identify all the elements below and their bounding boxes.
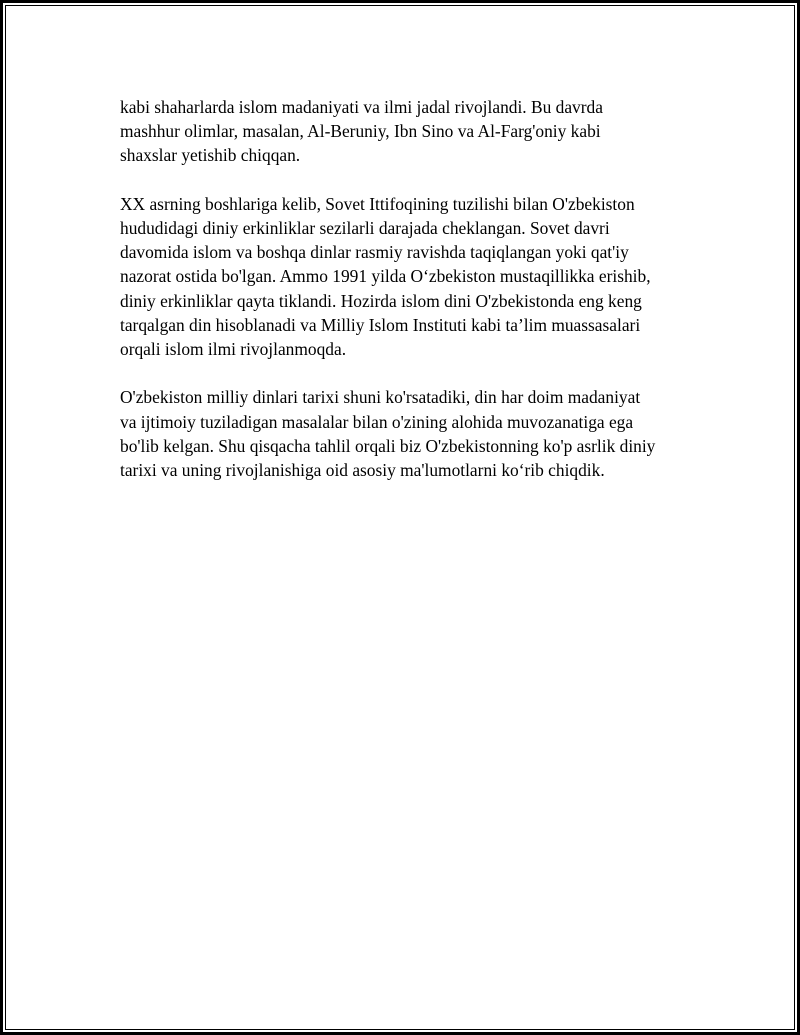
paragraph-2: XX asrning boshlariga kelib, Sovet Ittifoqining tuzilishi bilan O'zbekiston hududidagi diniy erkinliklar sezilarli darajada cheklangan. Sovet davri davomida islom va boshqa dinlar rasmiy ravishda taqiqlangan yoki qat'iy nazorat ostida bo'lgan. Ammo 1991 yilda O‘zbekiston mustaqillikka erishib, diniy erkinliklar qayta tiklandi. Hozirda islom dini O'zbekistonda eng keng tarqalgan din hisoblanadi va Milliy Islom Instituti kabi ta’lim muassasalari orqali islom ilmi rivojlanmoqda.	[120, 193, 651, 360]
document-body	[120, 95, 700, 506]
paragraph-1: kabi shaharlarda islom madaniyati va ilmi jadal rivojlandi. Bu davrda mashhur olimlar, masalan, Al-Beruniy, Ibn Sino va Al-Farg'oniy kabi shaxslar yetishib chiqqan.	[120, 97, 603, 166]
paragraph-3: O'zbekiston milliy dinlari tarixi shuni ko'rsatadiki, din har doim madaniyat va ijtimoiy tuziladigan masalalar bilan o'zining alohida muvozanatiga ega bo'lib kelgan. Shu qisqacha tahlil orqali biz O'zbekistonning ko'p asrlik diniy tarixi va uning rivojlanishiga oid asosiy ma'lumotlarni ko‘rib chiqdik.	[120, 387, 656, 481]
